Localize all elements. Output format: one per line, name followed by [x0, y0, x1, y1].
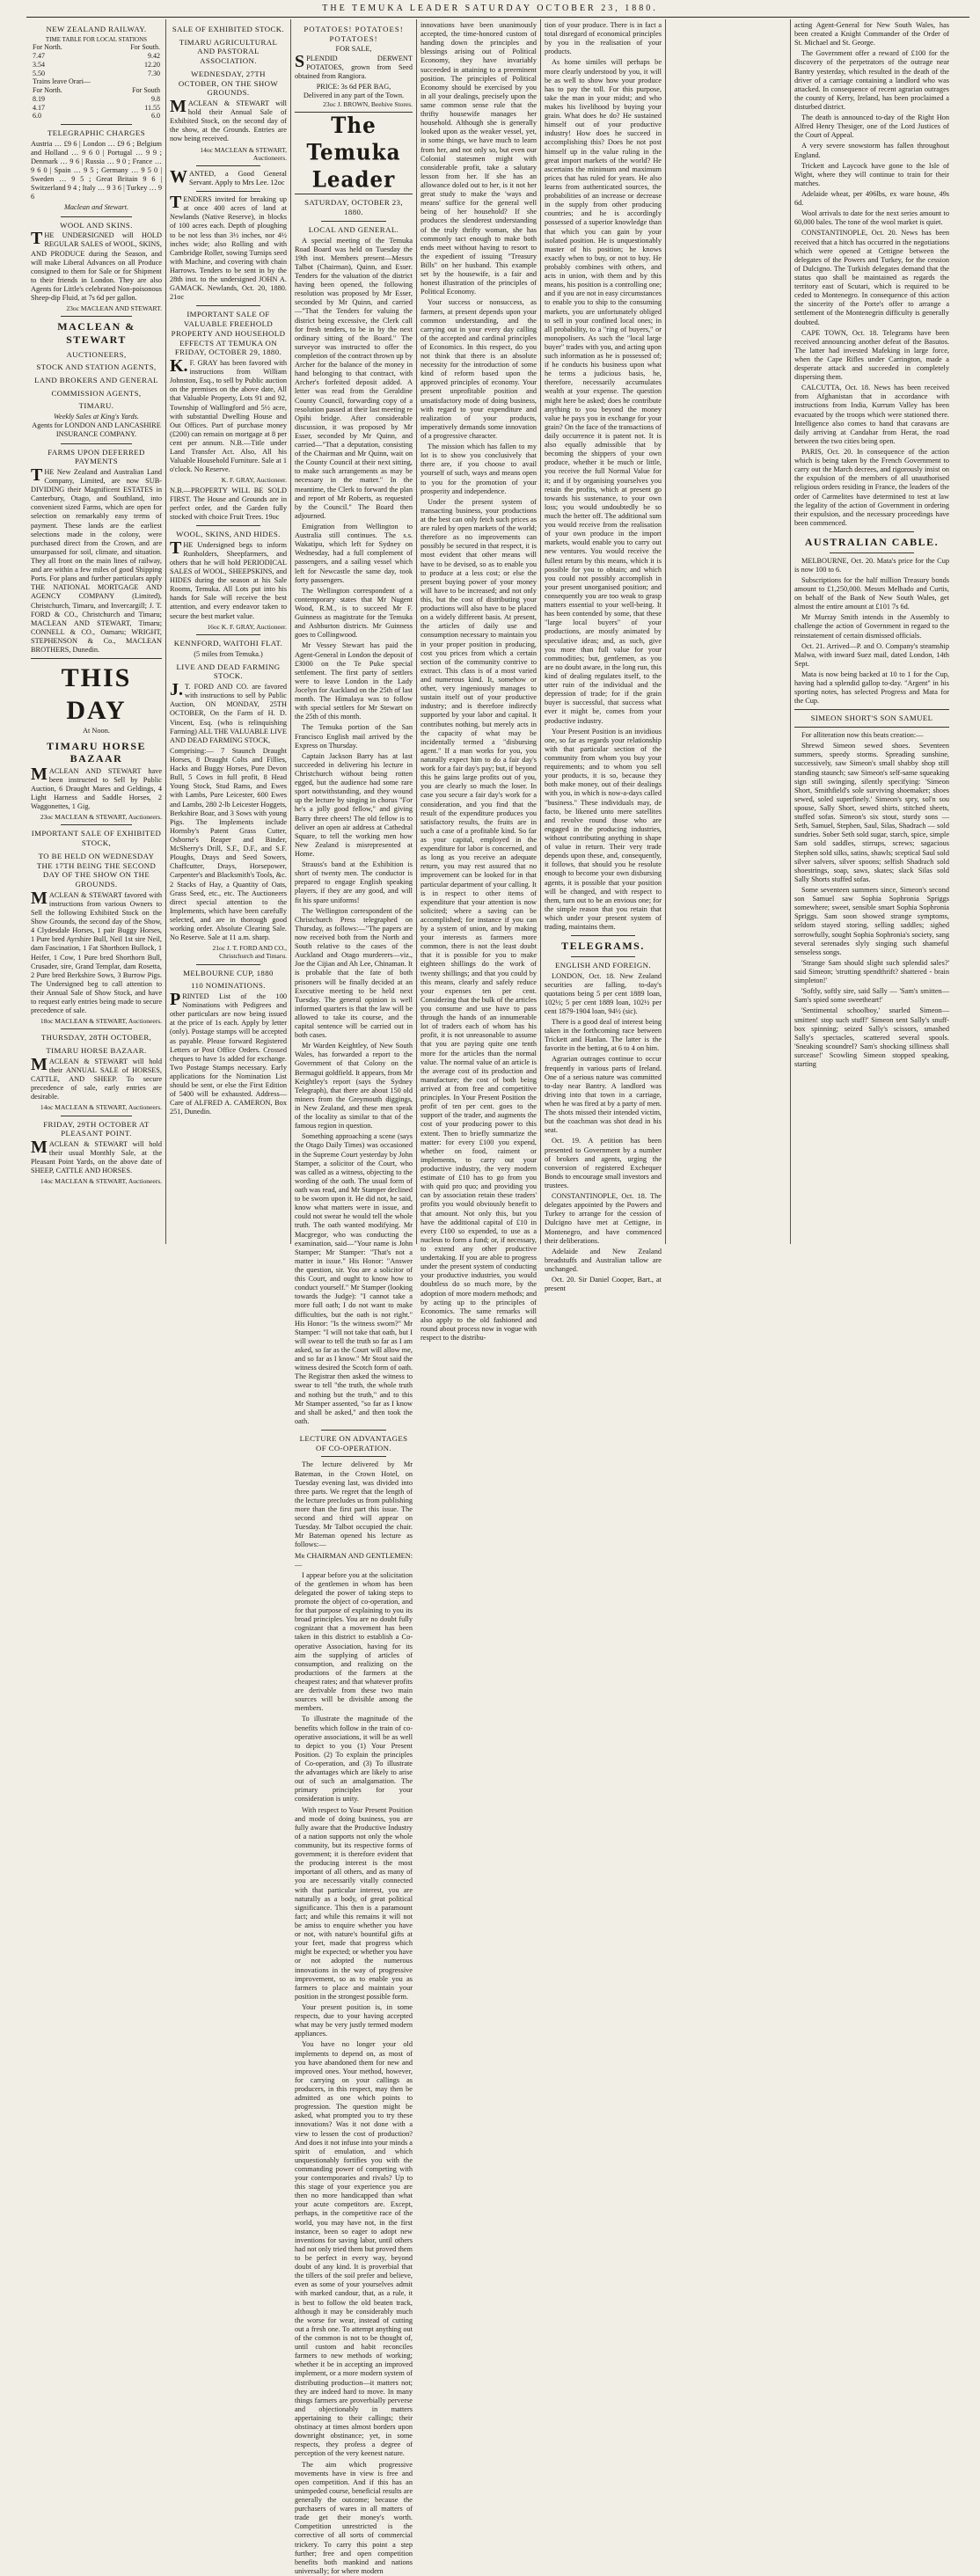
- lecture-paragraph: Your present position is, in some respects, due to your having accepted what may be very justly termed modern appliances.: [295, 2002, 413, 2038]
- separator: [196, 305, 260, 306]
- separator: [196, 165, 260, 166]
- telegram-paragraph: There is a good deal of interest being taken in the forthcoming race between Trickett and Hanlan. The latter is the favorite in the betting, at 6 to 4 on him.: [545, 1018, 662, 1053]
- telegram-paragraph: Adelaide and New Zealand breadstuffs and Australian tallow are unchanged.: [545, 1247, 662, 1273]
- thursday-body: MACLEAN & STEWART will hold their ANNUAL SALE of HORSES, CATTLE, AND SHEEP. To secure precedence of sale, early entries are desirable.: [31, 1054, 162, 1101]
- separator: [571, 935, 635, 936]
- lecture-paragraph: The aim which progressive movements have in view is free and open competition. And if this has an unimpeded course, beneficial results are generally the outcome; because the purchasers of wares in all matters of trade get their money's worth. Competition unrestricted is the corrective of all sorts of commercial trickery. To carry this point a step further; free and open competition benefits both mankind and nations universally; for where modern: [295, 2460, 413, 2575]
- separator: [31, 658, 162, 659]
- column-5-lecture-telegrams: [542, 21, 664, 1293]
- column-2-advertisements: [167, 21, 289, 1244]
- cable-paragraph: Oct. 21. Arrived—P. and O. Company's steamship Malwa, with inward Suez mail, dated London, 14th Sept.: [794, 641, 949, 668]
- telegram-paragraph: CALCUTTA, Oct. 18. News has been received from Afghanistan that in accordance with instructions from India, Kurrum Valley has been evacuated by the troops which were stationed there. Intelligence also comes to hand that caravans are daily arriving at Candahar from Herat, the road between the two cities being open.: [794, 384, 949, 445]
- separator: [794, 709, 949, 710]
- telegram-paragraph: Agrarian outrages continue to occur frequently in various parts of Ireland. One of a serious nature was committed to-day near Bantry. A landlord was driving into that town in a carriage, when he was fired at by a party of men. The shots missed their intended victim, but the coachman was shot dead in his seat.: [545, 1055, 662, 1135]
- potatoes-body: SPLENDID DERWENT POTATOES, grown from Seed obtained from Rangiora.: [295, 51, 413, 80]
- lecture-paragraph: tion of your produce. There is in fact a total disregard of economical principles by you in the realisation of your products.: [545, 21, 662, 56]
- timetable-cell: 8.19: [33, 94, 45, 103]
- separator: [794, 727, 949, 728]
- potatoes-signature: 23oc J. BROWN, Beehive Stores.: [323, 100, 413, 109]
- cable-paragraph: Mata is now being backed at 10 to 1 for the Cup, having had a splendid gallop to-day. "Argent" in his sporting notes, has selected Progress and Mata for the Cup.: [794, 670, 949, 706]
- lecture-paragraph: Your success or nonsuccess, as farmers, at present depends upon your common understanding, and the carrying out in your every day calling of the accepted and cardinal principles of Economics. In this respect, do you not think that there is an absolute necessity for the introduction of some kind of reform based upon the approved principles of economy. Your present unprofitable position and unsatisfactory mode of doing business, with regard to your expenditure and realization of your products, imperatively demands some innovation of a progressive character.: [421, 298, 537, 441]
- nominations-heading: 110 NOMINATIONS.: [191, 981, 266, 991]
- cable-paragraph: Subscriptions for the half million Treasury bonds amount to £1,250,000. Messrs Melhado and Curtis, on behalf of the Bank of New South Wales, get almost the entire amount at £101 7s 6d.: [794, 575, 949, 611]
- lecture-paragraph: With respect to Your Present Position and mode of doing business, you are fully aware that the Productive Industry of a nation supports not only the whole community, but its respective forms of government; it is therefore evident that the producing interest is the most important of all others, and as many of you are necessarily vitally connected with that particular interest, you are naturally as a body, of great political significance. This then is a paramount fact; and while this remains it will not be amiss to enquire whether you have or not, with nature's bountiful gifts at your feet, made that progress which might be expected; or whether you have or not adopted the numerous innovations in the way of progressive improvement, so as to enable you as farmers to place and maintain your position in the strongest possible form.: [295, 1805, 413, 2001]
- kennford-list: Comprising:— 7 Staunch Draught Horses, 8 Draught Colts and Fillies, Hacks and Buggy Horses, Pure Devon Bull, 5 Cows in full profit, 8 Head Young Stock, Stud Rams, and Ewes with Lambs, Pure Leicester, 600 Ewes and Lambs, 280 2-lb Leicester Hoggets, Berkshire Boar, and 3 Sows with young Pigs. The Implements include Hornsby's Patent Grass Cutter, Osborne's Reaper and Binder, McSherry's Drill, S.F., D.F., and S.F. Ploughs, Drays and Seed Sowers, Chaffcutter, Drays, Horsepower, Carpenter's and Blacksmith's Tools, &c. 2 Stacks of Hay, a Quantity of Oats, Grass Seed, etc., etc. The Auctioneers direct special attention to the Implements, which have been carefully selected, and are in thorough good working order. Absolute Clearing Sale. No Reserve. Sale at 11 a.m. sharp.: [170, 746, 287, 942]
- thursday-subheading: TIMARU HORSE BAZAAR.: [46, 1046, 147, 1056]
- timetable-cell: 9.8: [151, 94, 160, 103]
- property-sale-nb: N.B.—PROPERTY WILL BE SOLD FIRST. The House and Grounds are in perfect order, and the Garden fully stocked with choice Fruit Trees. 19oc: [170, 486, 287, 521]
- article-paragraph: The Wellington correspondent of a contemporary states that Mr Nugent Wood, R.M., is to succeed Mr F. Guinness as magistrate for the Temuka and Ashburton districts. Mr Guinness goes to Collingwood.: [295, 586, 413, 640]
- firm-line: STOCK AND STATION AGENTS,: [36, 362, 157, 372]
- timetable-cell: For South: [132, 86, 160, 94]
- timetable-cell: For North.: [33, 43, 62, 52]
- wanted-notice: WANTED, a Good General Servant. Apply to Mrs Lee. 12oc: [170, 166, 287, 187]
- lecture-paragraph: Under the present system of transacting business, your productions at the best can only fetch such prices as are ruled by open markets of the world; therefore as no improvements can possibly be secured in that respect, it is most evident that other means will have to be devised, so as to enable you to produce at a less cost; or else the present buying power of your money will have to be increased; and not only this, but the cost of distributing your productions will also have to be placed on a widely different basis. At present, the articles of daily use and consumption necessary to maintain you in your proper position in producing, cost you prices from which a certain section of the community contrive to extract. This class is of a most varied and numerous kind. It, somehow or other, very ingeniously manages to sustain itself out of your productive industry; and is therefore indirectly supported by your labor and capital. It contributes nothing, but merely acts in the capacity of what may be incidentally termed a "disbursing agent." If a man works for you, you naturally expect him to do a fair day's work for a fair day's pay; but, if beyond this he gains large profits out of you, you are clearly so much the loser. In case you secure a fair day's work for a consideration, and you find that the result of the expenditure produces you satisfactory results, the fruits are in such a case of a profitable kind. So far as your capital, employed in the expenditure for labor is concerned, and as long as you receive an adequate return, you may rest assured that no improvement can be looked for in that particular department of your calling. It is in respect to other items of expenditure that your attention is now solicited; where a saving can be accomplished; for instance if you can by a system of union, and by making your interests as farmers more common, there is not the least doubt that it is possible for you to make eighteen shillings do the work of twenty shillings; and that you could by this means, clearly and safely reduce your expenses ten per cent. Considering that the bulk of the articles you consume and use have to pass through the hands of an innumerable lot of traders each of whom has his profit, it is not unreasonable to assume that you are paying quite one tenth more for the articles than the normal value. The normal value of an article is the average cost of its production and manufacture; the cost of both being arrived at from free and competitive principles. In Your Present Position the profit of ten per cent. goes to the support of the trader, and augments the cost of your producing power to this extent. Then to briefly summarize the matter: for every £100 you expend, whether on food, raiment or implements, to carry out your productive industry, the very modern estimate of £10 has to go from you with quid pro quo; and providing you can by association retain these traders' profits you would obviously benefit to that amount. Not only this, but you have the additional capital of £10 in every £100 so expended, to use as a nucleus to form a fund; or, if necessary, to extend any other productive undertaking. If you are able to progress under the present system of conducting your productive industries, you would doubtless do so much more, by the adoption of more modern methods; and by acting up to the principles of Economics. The same remarks will also apply to the old fashioned and round about process now in vogue with respect to the distribu-: [421, 497, 537, 1343]
- timetable-cell: For South.: [130, 43, 160, 52]
- article-paragraph: The Temuka portion of the San Francisco English mail arrived by the Express on Thursday.: [295, 723, 413, 750]
- lecture-paragraph: innovations have been unanimously accepted, the time-honored custom of handing down the principles and blessings arising out of Political Economy, they have invariably succeeded in attaining to a preeminent position. The principles of Political Economy should be exercised by you in all your dealings, precisely upon the same common sense rule that the thrifty housewife manages her household. Although she is generally looked upon as the weaker vessel, yet, in some things, we have much to learn from her, and not only so, but even our Colonial statesmen might with considerable profit, take a salutary lesson from her. If she has an allowance doled out to her, is it not her great study to make the 'ways and means' suffice for the general well being of her household? If she produces the slenderest understanding of the truly thrifty woman, she has commonly tact enough to make both ends meet without having to resort to the expedient of issuing "Treasury Bills" on her husband. This example set by the housewife, is a fair and honest illustration of the principles of Political Economy.: [421, 21, 537, 296]
- timetable-cell: 11.55: [144, 103, 160, 112]
- wool-skins-hides-signature: 16oc K. F. GRAY, Auctioneer.: [207, 622, 287, 631]
- separator: [61, 443, 133, 444]
- lecture-paragraph: The mission which has fallen to my lot is to show you conclusively that there are, if you choose to avail yourself of such, ways and means open to you for the promotion of your prosperity and independence.: [421, 443, 537, 495]
- timetable-cell: 5.50: [33, 69, 45, 77]
- melbourne-cup-heading: MELBOURNE CUP, 1880: [183, 968, 274, 977]
- separator: [571, 956, 635, 957]
- potatoes-heading: POTATOES! POTATOES! POTATOES!: [304, 25, 404, 43]
- article-paragraph: A special meeting of the Temuka Road Board was held on Tuesday the 19th inst. Members present—Messrs Talbot (Chairman), Quinn, and Esser. Tenders for the valuation of the district having been opened, the following resolution was proposed by Mr Esser, seconded by Mr Quinn, and carried—"That the Tenders for valuing the district being excessive, the Clerk call for fresh tenders, to be in by the next ordinary sitting of the Board." The surveyor was instructed to offer the completion of the contract thrown up by Archer for the balance of the money in hand belonging to that contract, with Archer's forfeited deposit added. A letter was read from the Geraldine County Council, forwarding copy of a resolution passed at their last meeting re Opihi bridge. After considerable discussion, it was proposed by Mr Esser, seconded by Mr Quinn, and carried—"That a deputation, consisting of the Chairman and Mr Quinn, wait on the County Council at their next sitting, to make such arrangements as may be necessary in the matter." In the meantime, the Clerk to forward the plan and report of Mr Roberts, as requested by the Council." The Board then adjourned.: [295, 236, 413, 520]
- this-day-heading: THIS DAY: [61, 663, 132, 725]
- telegram-paragraph: The Government offer a reward of £100 for the discovery of the perpetrators of the outrage near Bantry yesterday, which resulted in the death of the driver of a carriage containing a landlord who was attacked. In consequence of recent agrarian outrages the county of Kerry, Ireland, has been proclaimed a disturbed district.: [794, 49, 949, 111]
- lecture-paragraph: Your Present Position is an invidious one, so far as regards your relationship with that particular section of the community from whom you buy your requirements; and to whom you sell your products, it is so, because they both make money, out of their dealings with you, in which is now-a-days called "business." These individuals may, de facto, be likened unto mere satellites and revolve round those who are engaged in the producing industries, without contributing anything in shape of value in return. Their very trade depends upon these, and, consequently, it follows, that should you be resolute enough to become your own disbursing agents, it is possible that your position will be changed, and with respect to them, turn out to be an envious one; for the simple reason that you retain that which under your present system of trading, maintains them.: [545, 727, 662, 932]
- column-rule: [540, 19, 541, 1244]
- separator: [196, 191, 260, 192]
- telegram-paragraph: The death is announced to-day of the Right Hon Alfred Henry Thesiger, one of the Lord Justices of the Court of Appeal.: [794, 113, 949, 140]
- separator: [61, 1028, 133, 1029]
- separator: [61, 124, 133, 125]
- kennford-signature: 21oc J. T. FORD AND CO., Christchurch and Timaru.: [212, 944, 287, 961]
- telegraph-note: Maclean and Stewart.: [63, 203, 129, 212]
- issue-date: SATURDAY, OCTOBER 23, 1880.: [304, 198, 403, 217]
- kennford-body: J.T. FORD AND CO. are favored with instructions to sell by Public Auction, ON MONDAY, 25TH OCTOBER, On the Farm of H. D. Vincent, Esq. (who is relinquishing Farming) ALL THE VALUABLE LIVE AND DEAD FARMING STOCK,: [170, 680, 287, 744]
- telegram-paragraph: acting Agent-General for New South Wales, has been created a Knight Commander of the Order of St. Michael and St. George.: [794, 21, 949, 48]
- column-rule: [290, 19, 291, 1244]
- running-head: THE TEMUKA LEADER SATURDAY OCTOBER 23, 1880.: [322, 4, 658, 13]
- firm-name: MACLEAN & STEWART: [57, 320, 135, 346]
- column-rule: [165, 19, 166, 1244]
- separator: [321, 1456, 386, 1457]
- potatoes-delivery: Delivered in any part of the Town.: [303, 91, 405, 99]
- separator: [61, 216, 133, 217]
- exhibited-stock-date: WEDNESDAY, 27TH OCTOBER, ON THE SHOW GROUNDS.: [178, 69, 279, 98]
- telegram-paragraph: Trickett and Laycock have gone to the Isle of Wight, where they will continue to train for their matches.: [794, 161, 949, 187]
- firm-line: COMMISSION AGENTS,: [51, 388, 142, 398]
- telegram-paragraph: Wool arrivals to date for the next series amount to 60,000 bales. The tone of the wool market is quiet.: [794, 209, 949, 227]
- article-paragraph: Captain Jackson Barry has at last succeeded in delivering his lecture in Christchurch without being rotten egged, but the audience had some rare sport notwithstanding, and they wound up the lecture by singing in chorus "For he's a jolly good fellow," and giving Barry three cheers! The old fellow is to deliver an open air address at Cathedral Square, to tell the working men how New Zealand is misrepresented at Home.: [295, 751, 413, 858]
- telegram-paragraph: Oct. 20. Sir Daniel Cooper, Bart., at present: [545, 1276, 662, 1293]
- railway-heading: NEW ZEALAND RAILWAY.: [46, 25, 147, 33]
- property-sale-body: K.F. GRAY has been favored with instructions from William Johnston, Esq., to sell by Public auction on the premises on the above date, All that Valuable Property, Lots 91 and 92, Township of Wallingford and 5½ acre, with substantial Dwelling House and Out Offices. Part of purchase money (£200) can remain on mortgage at 8 per cent per annum. N.B.—Title under Land Transfer Act. Also, All his Valuable Household Furniture. Sale at 1 o'clock. No Reserve.: [170, 355, 287, 474]
- story-paragraph: For alliteration now this beats creation:—: [801, 731, 924, 740]
- top-rule: [26, 17, 969, 18]
- kennford-live-dead: LIVE AND DEAD FARMING STOCK.: [176, 662, 281, 681]
- lecture-heading: LECTURE ON ADVANTAGES OF CO-OPERATION.: [299, 1433, 408, 1453]
- timetable-cell: 6.0: [33, 112, 41, 121]
- at-noon: At Noon.: [83, 727, 110, 735]
- important-sale-body: MACLEAN & STEWART favored with instructions from various Owners to Sell the following Exhibited Stock on the Show Grounds, the second day of the Show, 4 Clydesdale Horses, 1 pair Buggy Horses, 1 Pure bred Ayrshire Bull, Neil 1st sire Neil, dam Fascination, 1 Fat Shorthorn Bullock, 1 Heifer, 1 Cow, 1 Pure bred Shorthorn Bull, Crusader, sire, Grand Templar, dam Rosetta, 2 Pure bred Berkshire Sows, 3 Burrow Pigs. The Undersigned beg to call attention to their Annual Sale of Show Stock, and have to request early entries being made to secure precedence of sale.: [31, 888, 162, 1015]
- exhibited-stock-body: MACLEAN & STEWART will hold their Annual Sale of Exhibited Stock, on the second day of the show, at the Grounds. Entries are now being received.: [170, 97, 287, 143]
- horse-bazaar-body: MACLEAN AND STEWART have been instructed to Sell by Public Auction, 6 Draught Mares and Geldings, 4 Light Harness and Saddle Horses, 2 Waggonettes, 1 Gig.: [31, 764, 162, 811]
- column-6-cables: [792, 21, 952, 1244]
- important-sale-signature: 18oc MACLEAN & STEWART, Auctioneers.: [40, 1017, 162, 1026]
- newspaper-nameplate: The Temuka Leader: [306, 113, 401, 194]
- kennford-heading: KENNFORD, WAITOHI FLAT.: [173, 638, 283, 648]
- timetable-cell: 7.47: [33, 52, 45, 60]
- lecture-paragraph: To illustrate the magnitude of the benefits which follow in the train of co-operative associations, it will be as well to depict to you (1) Your Present Position. (2) To explain the principles of Co-operation, and (3) To illustrate the advantages which are likely to arise out of such an amalgamation. The primary principles for your consideration is unity.: [295, 1715, 413, 1804]
- thursday-heading: THURSDAY, 28TH OCTOBER,: [40, 1033, 152, 1043]
- column-1-advertisements: [28, 21, 165, 1244]
- cable-paragraph: MELBOURNE, Oct. 20. Mata's price for the Cup is now 100 to 6.: [794, 556, 949, 574]
- article-paragraph: Mr Vessey Stewart has paid the Agent-General in London the deposit of £3000 on the Te Puke special settlement. The first party of settlers were to leave London in the Lady Jocelyn for Auckland on the 25th of last month. The Himalaya was to follow with special settlers for Mr Stewart on the 25th of this month.: [295, 641, 413, 721]
- wool-heading: WOOL AND SKINS.: [60, 220, 133, 230]
- separator: [196, 634, 260, 635]
- column-3-editorial: [292, 21, 415, 2575]
- tenders-notice: TENDERS invited for breaking up at once 400 acres of land at Newlands (Native Reserve), in blocks of 100 acres each. Depth of ploughing to be not less than 3½ inches, nor 4½ inches wide; also Rolling and with Cambridge Roller, sowing Turnips seed with Machine, and covering with chain Harrows. Tenders to be sent in by the 28th inst. to the undersigned JOHN A. GAMACK. Newlands, Oct. 20, 1880. 21oc: [170, 193, 287, 302]
- timetable-cell: 4.17: [33, 103, 45, 112]
- lecture-paragraph: As home similes will perhaps be more clearly understood by you, it will be as well to show how your produce has to pay the toll. For this purpose, take the man in your midst; and who makes his livelihood by buying your grain. What does he do? He sustained himself out of your productive industry! How does he succeed in accomplishing this? Does he not post himself up in the value ruling in the great import markets of the world? He ascertains the minimum and maximum prices that has ruled for years. He also learns from authenticated sources, the probabilities of an increase or decrease in the supply from other producing countries; and he is accordingly possessed of a superior knowledge than that which you can gain by your isolated position. He is unquestionably master of his position; he knows exactly when to buy, or not to buy. He probably combines with others, and acts in union, with them and by this means, his position is a controlling one; and if you are not in easy circumstances to enable you to ship to the consuming markets, you are unfortunately obliged to sell in your confined local ones; in all probability, to a "ring of buyers," or monopolisers. As such the "local large buyer" trades with you, and acting upon such information as he is possessed of; if he conducts his business upon what he terms a judicious basis, he, therefore, necessarily accumulates wealth at your expense. The question might here be asked; does he contribute anything to you beyond the money value he pays you in exchange for your grain? On the face of the transactions of daily occurrence it is patent not. It is also equally admissible that by becoming the shippers of your own produce, whether it be much or little, you receive the full Normal Value for it; and if by organising yourselves you retain the profits, which at present go towards his sustenance, to your own loss; you would undoubtedly be so much the better off. The additional sum you would receive from the realisation of your own produce in the import markets, would enable you to carry out new ventures. You would receive the fullest return by this means, which it is possible for you to obtain; and which you could not possibly accomplish in your present unorganised position; and consequently you are too weak to grasp matters essential to your well-being. It has been contended by some, that these "large local buyers" of your productions, are mostly animated by speculative ideas; and, as such, give you more than full value for your commodities; but, gentlemen, as you are no doubt aware, in the long run, this kind of dealing regulates itself, to the utter ruin of the individual and the depression of trade; for if the grain buyer is successful, that success what ever it might be, comes from your productive industry.: [545, 58, 662, 725]
- article-paragraph: The Wellington correspondent of the Christchurch Press telegraphed on Thursday, as follows:—"The papers are now received both from the North and South relative to the cases of the Auckland and Otago murderers—viz., Joe the Cijian and Ah Lee, Chinaman. It is probable that the fate of both prisoners will be finally decided at an Executive meeting to be held next Tuesday. The general opinion is well informed quarters is that the law will be allowed to take its course, and the capital sentence will be carried out in both cases.: [295, 906, 413, 1040]
- separator: [196, 525, 260, 526]
- timetable-cell: 12.20: [144, 60, 160, 69]
- railway-timetable: [31, 43, 162, 121]
- article-paragraph: Mr Warden Keightley, of New South Wales, has forwarded a report to the Government of that Colony on the Bermagui goldfield. It appears, from Mr Keightley's report (says the Sydney Telegraph), that there are about 150 old miners from the Greymouth diggings, in New Zealand, and these men speak of the locality as similar to that of the famous region in question.: [295, 1042, 413, 1131]
- timetable-cell: 6.0: [151, 112, 160, 121]
- exhibited-stock-heading: SALE OF EXHIBITED STOCK.: [172, 25, 285, 33]
- kennford-distance: (5 miles from Temuka.): [194, 649, 263, 658]
- telegrams-heading: TELEGRAMS.: [561, 940, 645, 953]
- cable-paragraph: Mr Murray Smith intends in the Assembly to challenge the action of Government in regard to the reinstatement of certain dismissed officials.: [794, 613, 949, 640]
- wool-skins-hides-heading: WOOL, SKINS, AND HIDES.: [176, 529, 281, 538]
- column-4-lecture: [418, 21, 539, 1343]
- property-sale-heading: IMPORTANT SALE OF VALUABLE FREEHOLD PROPERTY AND HOUSEHOLD EFFECTS AT TEMUKA ON FRIDAY, OCTOBER 29, 1880.: [171, 310, 286, 357]
- column-rule: [416, 19, 417, 1244]
- wool-signature: 23oc MACLEAN AND STEWART.: [66, 304, 162, 313]
- lecture-paragraph: The lecture delivered by Mr Bateman, in the Crown Hotel, on Tuesday evening last, was divided into three parts. We regret that the length of the lecture precludes us from publishing more than the first part this issue. The second and third will appear on Tuesday. Mr Talbot occupied the chair. Mr Bateman opened his lecture as follows:—: [295, 1460, 413, 1549]
- article-paragraph: Something approaching a scene (says the Otago Daily Times) was occasioned in the Supreme Court yesterday by John Stamper, a solicitor of the Court, who was called as a witness, objecting to the wording of the oath. The usual form of oath was read, and Mr Stamper declined to be sworn upon it. He did not, he said, know what matters were in issue, and could not swear he would tell the whole truth. The oath wanted modifying. Mr Macgregor, who was conducting the examination, said—"Your name is John Stamper; Mr Stamper: "That's not a matter in issue." His Honor: "Answer the question, sir. You are a solicitor of this Court, and ought to know how to conduct yourself." Mr Stamper (looking towards the Judge): "I cannot take a more full oath; I do not want to make difficulties, but the oath is not right." His Honor: "Is the witness sworn?" Mr Stamper: "I will not take that oath, but I will swear to tell the truth so far as I am asked, so far as the Court will allow me, and so far as I know." Mr Stout said the witness desired the Scotch form of oath. The Registrar then asked the witness to swear to tell "the truth, the whole truth and nothing but the truth," and to this Mr Stamper assented, "so far as I know and shall be asked," and then took the oath.: [295, 1132, 413, 1425]
- potatoes-for-sale: FOR SALE,: [335, 45, 372, 54]
- exhibited-stock-signature: 14oc MACLEAN & STEWART, Auctioneers.: [200, 145, 287, 162]
- timetable-cell: 3.54: [33, 60, 45, 69]
- weekly-sales: Weekly Sales at King's Yards.: [54, 413, 139, 421]
- timetable-cell: Trains leave Orari—: [33, 77, 91, 86]
- timetable-cell: For North.: [33, 86, 62, 94]
- insurance-agents: Agents for LONDON AND LANCASHIRE INSURANCE COMPANY.: [32, 421, 161, 439]
- farms-body: THE New Zealand and Australian Land Company, Limited, are now SUB-DIVIDING their Magnificent ESTATES in Canterbury, Otago, and Southland, into convenient sized Farms, which are open for selection on remarkably easy terms of payment. These lands are the earliest selections made in the colony, were purchased direct from the Crown, and are unsurpassed for soil, climate, and situation. They all front on the main lines of railway, and are within a few miles of good Shipping Ports. For plans and further particulars apply THE NATIONAL MORTGAGE AND AGENCY COMPANY (Limited), Christchurch, Timaru, and Invercargill; J. T. FORD & CO., Christchurch and Timaru; MACLEAN AND STEWART, Timaru; CONNELL & CO., Oamaru; WRIGHT, STEPHENSON & Co., MACLEAN BROTHERS, Dunedin.: [31, 465, 162, 655]
- story-paragraph: 'Strange Sam should slight such splendid sales?' said Simeon; 'strutting spendthrift? shattered - brain simpleton!': [794, 958, 949, 985]
- local-general-heading: LOCAL AND GENERAL.: [308, 224, 399, 234]
- story-paragraph: Some seventeen summers since, Simeon's second son Samuel saw Sophia Sophronia Spriggs somewhere; sweet, sensible smart Sophia Sophronia Spriggs. Sam soon showed strange symptoms, seldom stayed storing, selling saddles; sighed sorrowfully, sought Sophia Sophronia's society, sang several serenades slyly singing such shameful senseless songs.: [794, 885, 949, 956]
- telegraph-charges: Austria … £9 6 | London … £9 6 ; Belgium and Holland … 9 6 0 | Portugal … 9 9 ; Denmark … 9 6 | Russia … 9 0 ; France … 9 6 0 | Spain … 9 5 ; Germany … 9 5 0 | Sweden … 9 5 ; Great Britain 9 6 | Switzerland 9 4 ; Italy … 9 3 6 | Turkey … 9 6: [31, 139, 162, 201]
- column-rule: [790, 19, 791, 1244]
- separator: [196, 964, 260, 965]
- railway-subheading: TIME TABLE FOR LOCAL STATIONS: [45, 35, 148, 43]
- friday-body: MACLEAN & STEWART will hold their usual Monthly Sale, at the Pleasant Point Yards, on the above date of SHEEP, CATTLE AND HORSES.: [31, 1138, 162, 1175]
- potatoes-price: PRICE: 3s 6d PER BAG,: [316, 82, 391, 91]
- timetable-cell: 9.42: [148, 52, 160, 60]
- separator: [61, 316, 133, 317]
- friday-heading: FRIDAY, 29TH OCTOBER AT PLEASANT POINT.: [43, 1119, 150, 1138]
- separator: [321, 221, 386, 222]
- horse-bazaar-signature: 23oc MACLEAN & STEWART, Auctioneers.: [40, 813, 162, 822]
- telegram-paragraph: CAPE TOWN, Oct. 18. Telegrams have been received announcing another defeat of the Basutos. The latter had invested Mafeking in large force, when the Cape Rifles under Carrington, made a desperate attack and succeeded in completely dispersing them.: [794, 328, 949, 382]
- story-paragraph: 'Softly, softly sire, said Sally — 'Sam's smitten—Sam's spied some sweetheart!': [794, 987, 949, 1005]
- telegram-paragraph: Oct. 19. A petition has been presented to Government by a number of brokers and agents, urging the conversion of registered Exchequer Bonds to encourage small investors and trustees.: [545, 1137, 662, 1190]
- horse-bazaar-heading: TIMARU HORSE BAZAAR: [46, 739, 146, 765]
- thursday-signature: 14oc MACLEAN & STEWART, Auctioneers.: [40, 1103, 162, 1112]
- wool-body: THE UNDERSIGNED will HOLD REGULAR SALES of WOOL, SKINS, AND PRODUCE during the Season, and will make Liberal Advances on all Produce consigned to them for Sale or for Shipment to their friends in London. They are also Agents for Little's celebrated Non-poisonous Sheep-dip Fluid, at 7s 6d per gallon.: [31, 229, 162, 303]
- separator: [61, 824, 133, 825]
- australian-cable-heading: AUSTRALIAN CABLE.: [804, 536, 940, 549]
- firm-line: AUCTIONEERS,: [66, 349, 127, 359]
- telegraph-heading: TELEGRAPHIC CHARGES: [48, 128, 145, 137]
- story-paragraph: Shrewd Simeon sewed shoes. Seventeen summers, speedy storms. Spreading sunshine, successively, saw Simeon's small shabby shop still standing staunch; saw Simeon's self-same squeaking sign still swinging, silently specifying: 'Simeon Short, Smithfield's sole surviving shoemaker; shoes sewed, soled superfinely.' Simeon's spry, sol'n sou spouse, Sally Short, sewed shirts, stitched sheets, stuffed sofas. Simeon's six stout, sturdy sons — Seth, Samuel, Stephen, Saul, Silas, Shadrach — sold sundries. Sober Seth sold sugar, starch, spice, simple Sam sold saddles, stirrups, screws; sagacious Stephen sold silks, satins, shawls; sceptical Saul sold silver salvers, silver spoons; selfish Shadrach sold shoestrings, soap, saws, skates; slack Silas sold Sally Shorts stuffed sofas.: [794, 742, 949, 883]
- simeon-short-heading: SIMEON SHORT'S SON SAMUEL: [810, 714, 933, 723]
- wool-skins-hides-body: THE Undersigned begs to inform Runholders, Sheepfarmers, and others that he will hold PERIODICAL SALES of WOOL, SHEEPSKINS, and HIDES during the season at his Sale Rooms, Temuka. All Lots put into his hands for Sale will receive the best attention, and every endeavor taken to secure the best market value.: [170, 538, 287, 620]
- property-sale-signature: K. F. GRAY, Auctioneer.: [221, 476, 287, 485]
- melbourne-cup-body: PRINTED List of the 100 Nominations with Pedigrees and other particulars are now being issued at the price of 1s each. Apply by letter (only). Postage stamps will be accepted as payable. Please forward Registered Letters or Post Office Orders. Crossed cheques to have 1s added for exchange. Two Postage Stamps necessary. Early applications for the Nomination List should be sent, or else the First Edition of 5400 will be exhausted. Address— Care of ALFRED A. CAMERON, Box 251, Dunedin.: [170, 989, 287, 1116]
- farms-heading: FARMS UPON DEFERRED PAYMENTS: [48, 447, 145, 466]
- separator: [321, 1430, 386, 1431]
- telegram-paragraph: LONDON, Oct. 18. New Zealand securities are falling, to-day's quotations being 5 per cent 1889 loan, 102½; 5 per cent 1889 loan, 102½ per cent 1879-1904 loan, 94½ (sic).: [545, 971, 662, 1015]
- article-paragraph: Strauss's band at the Exhibition is short of twenty men. The conductor is prepared to engage English speaking players, if they are any good, and will fit his spare uniforms!: [295, 860, 413, 904]
- important-sale-heading: IMPORTANT SALE OF EXHIBITED STOCK,: [31, 829, 162, 848]
- firm-line: TIMARU.: [78, 401, 114, 411]
- friday-signature: 14oc MACLEAN & STEWART, Auctioneers.: [40, 1177, 162, 1186]
- story-paragraph: 'Sentimental schoolboy,' snarled Simeon—smitten! stop such stuff!' Simeon sent Sally's snuff-box spinning; seized Sally's scissors, smashed Sally's spectacles, scattered several spools. 'Sneaking scoundrel? Sam's shocking silliness shall surcease!' Scowling Simeon stopped speaking, starting: [794, 1006, 949, 1069]
- lecture-salutation: Mr CHAIRMAN AND GENTLEMEN:—: [295, 1551, 413, 1569]
- timetable-cell: 7.30: [148, 69, 160, 77]
- lecture-paragraph: You have no longer your old implements to depend on, as most of you have abandoned them for new and improved ones. Your method, however, for carrying on your callings as producers, in this respect, may then be admitted as one which points to progression. The question might be asked, what prompted you to try these innovations? Was it not done with a view to lessen the cost of production? And does it not infuse into your minds a spirit of emulation, and which unquestionably fortifies you with the commanding power of competing with your contemporaries and rivals? Up to this stage of your experience you are then no more handicapped than what your acute competitors are. Except, perhaps, in the competitive race of the world, you may have not, in the first instance, been so eager to adopt new inventions for saving labor, until others had not only tried them but proved them to be perfect in every way, beyond doubt of any kind. It is proverbial that the tillers of the soil prefer and believe, even as some of your yourselves admit with marked candour, that, as a rule, it is best to follow the old beaten track, although it may be considerably much the worse for wear, instead of cutting out a fresh one. To attempt anything out of the common is not to be thought of, until custom and habit reconciles farmers to new methods of working; whether it be in accepting an improved implement, or a more modern system of distributing production—it matters not; they are indeed hard to move. In many things farmers are proverbially perverse and objectionably in matters appertaining to their callings; their obstinacy at times almost borders upon downright obstinance; yet, in some respects, they profess a degree of perception of the very keenest nature.: [295, 2040, 413, 2458]
- article-paragraph: Emigration from Wellington to Australia still continues. The s.s. Wakatipu, which left for Sydney on Wednesday, had a full complement of passengers, and a sailing vessel which left for Newcastle the same day, took forty passengers.: [295, 523, 413, 584]
- telegram-paragraph: Adelaide wheat, per 496lbs, ex ware house, 49s 6d.: [794, 189, 949, 208]
- telegram-paragraph: PARIS, Oct. 20. In consequence of the action which is being taken by the French Government to carry out the March decrees, and rigorously insist on the expulsion of the members of all unauthorised religious orders residing in France, the leaders of the order of Carmelites have determined to test at law the legality of the action of Government in ordering their expulsion, and the necessary proceedings have been commenced.: [794, 448, 949, 527]
- english-foreign-heading: ENGLISH AND FOREIGN.: [555, 960, 651, 970]
- separator: [830, 531, 915, 532]
- telegram-paragraph: CONSTANTINOPLE, Oct. 20. News has been received that a hitch has occurred in the negotiations which were opened at Cettigne between the delegates of the Powers and Turkey, for the cession of Dulcigno. The Turkish delegates demand that the status quo shall be maintained as regards the territory east of Scutari, which is required to be ceded to Montenegro. In consequence of this action the sincerity of the Porte's offer to arrange a settlement of the Montenegrin difficulty is generally doubted.: [794, 229, 949, 326]
- association-heading: TIMARU AGRICULTURAL AND PASTORAL ASSOCIATION.: [179, 37, 278, 66]
- lecture-paragraph: I appear before you at the solicitation of the gentlemen in whom has been delegated the power of taking steps to promote the object of co-operation, and for that purpose of explaining to you its broad principles. You are no doubt fully cognizant that a movement has been taken in this district to establish a Co-operative Association, having for its aim the supplying of articles of consumption, and realizing on the productions of the farmers at the cheapest rates; and that whatever profits are derivable from these two main sources will be divisible among the members.: [295, 1570, 413, 1713]
- telegram-paragraph: A very severe snowstorm has fallen throughout England.: [794, 142, 949, 159]
- telegram-paragraph: CONSTANTINOPLE, Oct. 18. The delegates appointed by the Powers and Turkey to arrange for the cession of Dulcigno have met at Cettigne, in Montenegro, and have commenced their deliberations.: [545, 1192, 662, 1245]
- firm-line: LAND BROKERS AND GENERAL: [34, 376, 158, 385]
- column-rule: [665, 19, 666, 1244]
- important-sale-subheading: TO BE HELD ON WEDNESDAY THE 17TH BEING THE SECOND DAY OF THE SHOW ON THE GROUNDS.: [36, 851, 157, 889]
